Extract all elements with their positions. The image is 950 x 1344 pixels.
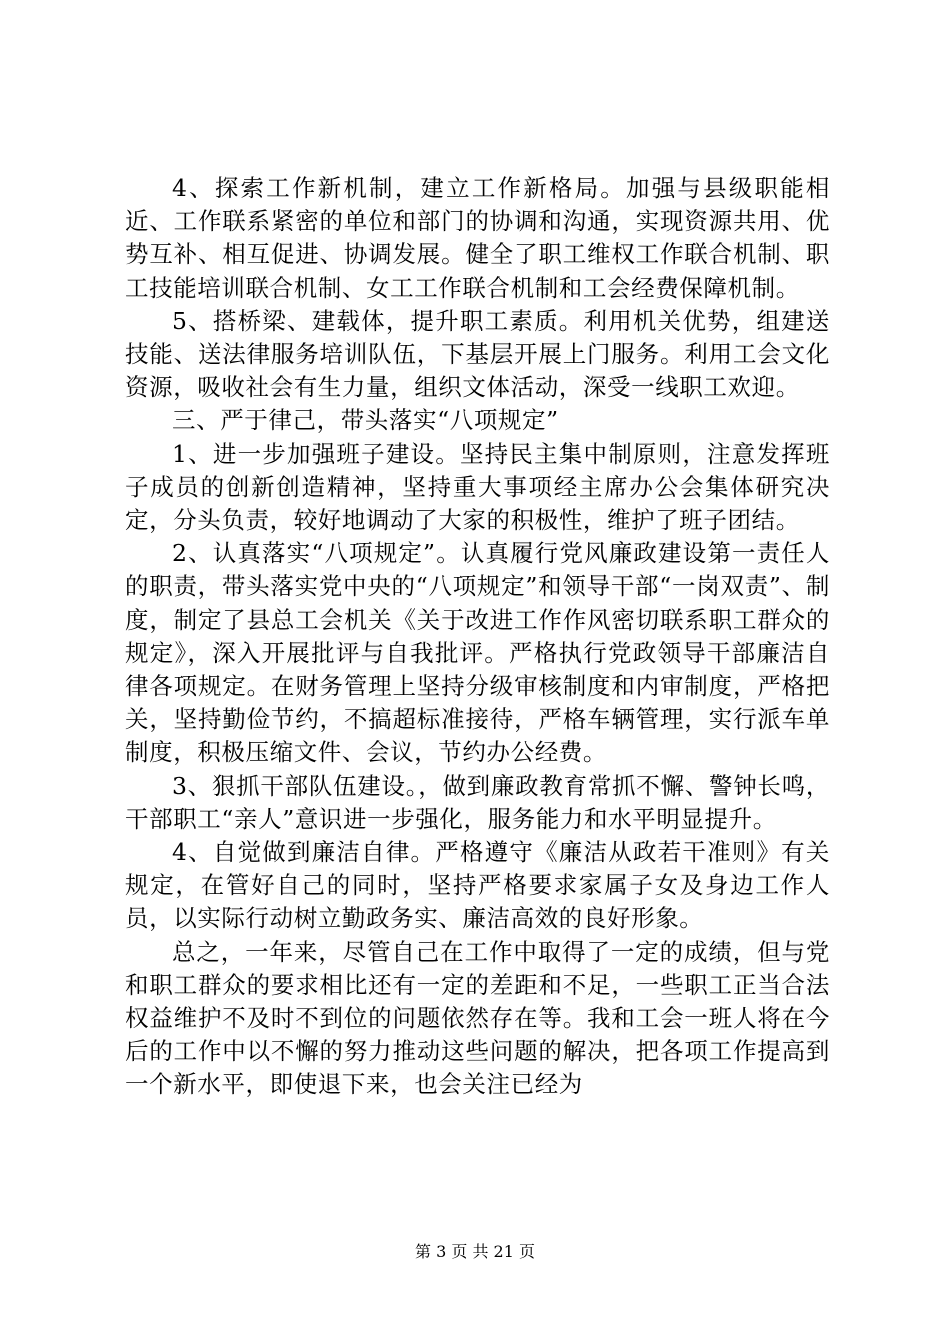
paragraph-item-1-team-building: 1、进一步加强班子建设。坚持民主集中制原则，注意发挥班子成员的创新创造精神，坚持重大事项经主席办公会集体研究决定，分头负责，较好地调动了大家的积极性，维护了班子团结。 [125, 439, 830, 535]
paragraph-item-2-eight-rules: 2、认真落实“八项规定”。认真履行党风廉政建设第一责任人的职责，带头落实党中央的“八项规定”和领导干部“一岗双责”、制度，制定了县总工会机关《关于改进工作作风密切联系职工群众的规定》，深入开展批评与自我批评。严格执行党政领导干部廉洁自律各项规定。在财务管理上坚持分级审核制度和内审制度，严格把关，坚持勤俭节约，不搞超标准接待，严格车辆管理，实行派车单制度，积极压缩文件、会议，节约办公经费。 [125, 539, 830, 767]
paragraph-summary: 总之，一年来，尽管自己在工作中取得了一定的成绩，但与党和职工群众的要求相比还有一定的差距和不足，一些职工正当合法权益维护不及时不到位的问题依然存在等。我和工会一班人将在今后的工作中以不懈的努力推动这些问题的解决，把各项工作提高到一个新水平，即使退下来，也会关注已经为 [125, 937, 830, 1099]
paragraph-item-4-self-discipline: 4、自觉做到廉洁自律。严格遵守《廉洁从政若干准则》有关规定，在管好自己的同时，坚持严格要求家属子女及身边工作人员，以实际行动树立勤政务实、廉洁高效的良好形象。 [125, 838, 830, 933]
paragraph-item-4-mechanism: 4、探索工作新机制，建立工作新格局。加强与县级职能相近、工作联系紧密的单位和部门的协调和沟通，实现资源共用、优势互补、相互促进、协调发展。健全了职工维权工作联合机制、职工技能培训联合机制、女工工作联合机制和工会经费保障机制。 [125, 174, 830, 302]
paragraph-item-5-bridge: 5、搭桥梁、建载体，提升职工素质。利用机关优势，组建送技能、送法律服务培训队伍，下基层开展上门服务。利用工会文化资源，吸收社会有生力量，组织文体活动，深受一线职工欢迎。 [125, 306, 830, 402]
page-number-footer: 第 3 页 共 21 页 [415, 1242, 535, 1261]
paragraph-item-3-cadre-team: 3、狠抓干部队伍建设。，做到廉政教育常抓不懈、警钟长鸣，干部职工“亲人”意识进一步强化，服务能力和水平明显提升。 [125, 771, 830, 833]
document-body [125, 172, 830, 1102]
section-heading-three: 三、严于律己，带头落实“八项规定” [172, 406, 559, 435]
